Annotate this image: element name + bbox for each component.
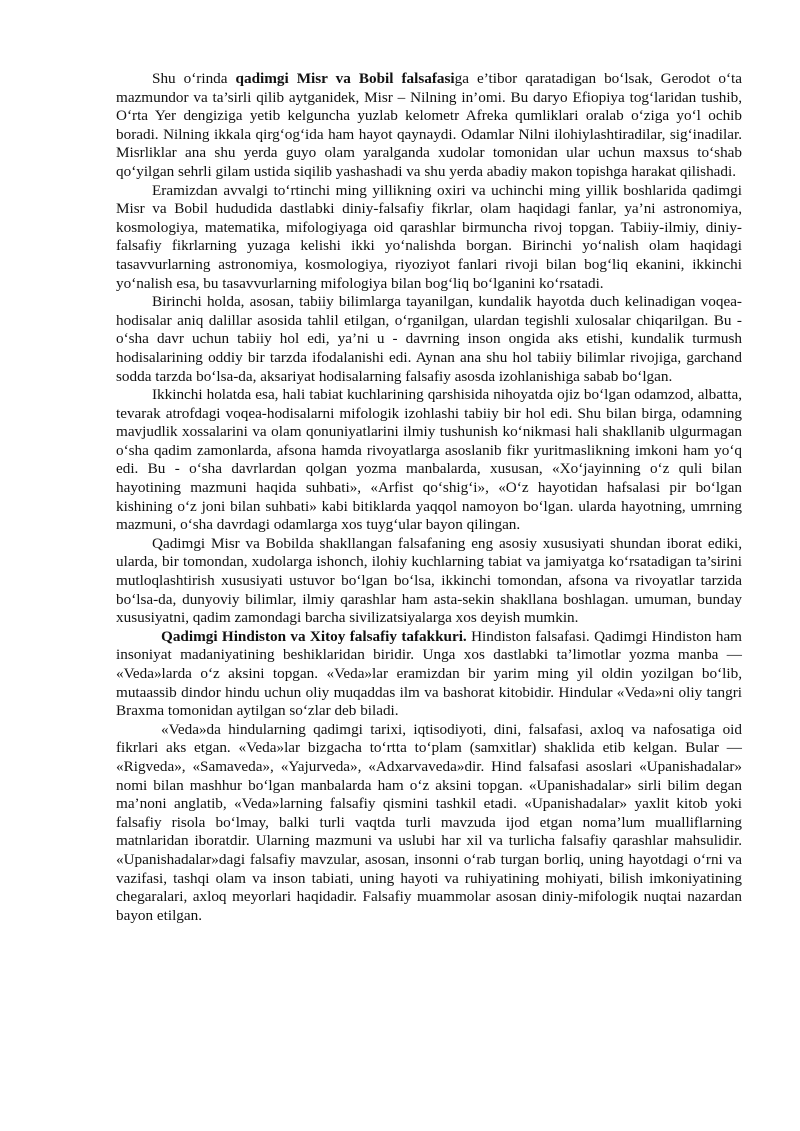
paragraph-7: «Veda»da hindularning qadimgi tarixi, iqtisodiyoti, dini, falsafasi, axloq va nafosatiga oid fikrlari aks etgan. «Veda»lar bizgacha to‘rtta to‘plam (samxitlar) shaklida etib kelgan. Bular — «Rigveda», «Samaveda», «Yajurveda», «Adxarvaveda»dir. Hind falsafasi asoslari «Upanishadalar» nomi bilan mashhur bo‘lgan manbalarda ham o‘z aksini topgan. «Upanishadalar» sirli bilim degan ma’noni anglatib, «Veda»larning falsafiy qismini tashkil etadi. «Upanishadalar» yaxlit kitob yoki falsafiy risola bo‘lmay, balki turli vaqtda turli mavzuda ijod etgan noma’lum mualliflarning matnlaridan iboratdir. Ularning mazmuni va uslubi har xil va turlicha falsafiy qarashlar mahsulidir. «Upanishadalar»dagi falsafiy mavzular, asosan, insonni o‘rab turgan borliq, uning hayotdagi o‘rni va vazifasi, tashqi olam va inson tabiati, uning hayoti va ruhiyatining mohiyati, bilish imkoniyatining chegaralari, axloq meyorlari haqidadir. Falsafiy muammolar asosan diniy-mifologik nuqtai nazardan bayon etilgan. (116, 720, 742, 924)
paragraph-5: Qadimgi Misr va Bobilda shakllangan falsafaning eng asosiy xususiyati shundan iborat ediki, ularda, bir tomondan, xudolarga ishonch, ilohiy kuchlarning tabiat va jamiyatga ko‘rsatadigan ta’sirini mutloqlashtirish xususiyati ustuvor bo‘lgan bo‘lsa, ikkinchi tomondan, afsona va rivoyatlar tarzida bo‘lsa-da, dunyoviy bilimlar, ilmiy qarashlar ham asta-sekin shakllana boshlagan. umuman, bunday xususiyatni, qadim zamondagi barcha sivilizatsiyalarga xos deyish mumkin. (116, 534, 742, 627)
paragraph-1 (116, 70, 742, 182)
section-heading-india-china: Qadimgi Hindiston va Xitoy falsafiy tafakkuri. (161, 627, 467, 645)
paragraph-2: Eramizdan avvalgi to‘rtinchi ming yillikning oxiri va uchinchi ming yillik boshlarida qadimgi Misr va Bobil hududida dastlabki diniy-falsafiy fikrlar, olam haqidagi fanlar, ya’ni astronomiya, kosmologiya, matematika, mifologiyaga oid qarashlar birmuncha rivoj topgan. Tabiiy-ilmiy, diniy-falsafiy fikrlarning yuzaga kelishi ikki yo‘nalishda borgan. Birinchi yo‘nalish olam haqidagi tasavvurlarning astronomiya, kosmologiya, riyoziyot fanlari rivoji bilan bog‘liq ekanini, ikkinchi yo‘nalish esa, bu tasavvurlarning mifologiya bilan bog‘liq bo‘lganini ko‘rsatadi. (116, 181, 742, 292)
paragraph-3: Birinchi holda, asosan, tabiiy bilimlarga tayanilgan, kundalik hayotda duch kelinadigan voqea-hodisalar aniq dalillar asosida tahlil etilgan, o‘rganilgan, ulardan tegishli xulosalar chiqarilgan. Bu - o‘sha davr uchun tabiiy hol edi, ya’ni u - davrning inson ongida aks etishi, kundalik turmush hodisalarining oddiy bir tarzda ifodalanishi edi. Aynan ana shu hol tabiiy bilimlar rivojiga, garchand sodda tarzda bo‘lsa-da, aksariyat hodisalarning falsafiy asosda izohlanishiga sabab bo‘lgan. (116, 293, 742, 385)
paragraph-6 (116, 628, 742, 721)
paragraph-1-bold-term: qadimgi Misr va Bobil falsafasi (235, 70, 455, 87)
document-page (116, 70, 742, 925)
paragraph-4: Ikkinchi holatda esa, hali tabiat kuchlarining qarshisida nihoyatda ojiz bo‘lgan odamzod, albatta, tevarak atrofdagi voqea-hodisalarni mifologik izohlashi tabiiy bir hol edi. Shu bilan birga, odamning mavjudlik xossalarini va olam qonuniyatlarini ilmiy tushunish ko‘nikmasi hali shakllanib ulgurmagan o‘sha qadim zamonlarda, afsona hamda rivoyatlarga asoslanib fikr yuritmaslikning imkoni ham yo‘q edi. Bu - o‘sha davrlardan qolgan yozma manbalarda, xususan, «Xo‘jayinning o‘z quli bilan hayotining mazmuni haqida suhbati», «Arfist qo‘shig‘i», «O‘z hayotidan hafsalasi pir bo‘lgan kishining o‘z joni bilan suhbati» kabi bitiklarda yaqqol namoyon bo‘lgan. ularda hayotning, umrning mazmuni, o‘sha davrdagi odamlarga xos tuyg‘ular bayon qilingan. (116, 386, 742, 534)
paragraph-1-lead: Shu o‘rinda (152, 70, 236, 87)
paragraph-6-text: Hindiston falsafasi. Qadimgi Hindiston ham insoniyat madaniyatining beshiklaridan biridir. Unga xos dastlabki ta’limotlar yozma manba — «Veda»larda o‘z aksini topgan. «Veda»lar eramizdan bir yarim ming yil oldin yozilgan bo‘lib, mutaassib dindor hindu uchun oliy muqaddas ilm va bashorat kitobidir. Hindular «Veda»ni oliy tangri Braxma tomonidan aytilgan so‘zlar deb biladi. (116, 627, 742, 720)
paragraph-1-text: ga e’tibor qaratadigan bo‘lsak, Gerodot o‘ta mazmundor va ta’sirli qilib aytganidek, Misr – Nilning in’omi. Bu daryo Efiopiya tog‘laridan tushib, O‘rta Yer dengiziga yetib kelguncha yuzlab kelometr Afreka qumliklari oralab o‘ziga yo‘l ochib boradi. Nilning ikkala qirg‘og‘ida ham hayot qaynaydi. Odamlar Nilni ilohiylashtiradilar, sig‘inadilar. Misrliklar ana shu yerda guyo olam yaralganda xudolar tomonidan ular uchun maxsus to‘shab qo‘yilgan sehrli gilam ustida siqilib yashashadi va shu yerda abadiy makon topishga harakat qilishadi. (116, 70, 742, 180)
